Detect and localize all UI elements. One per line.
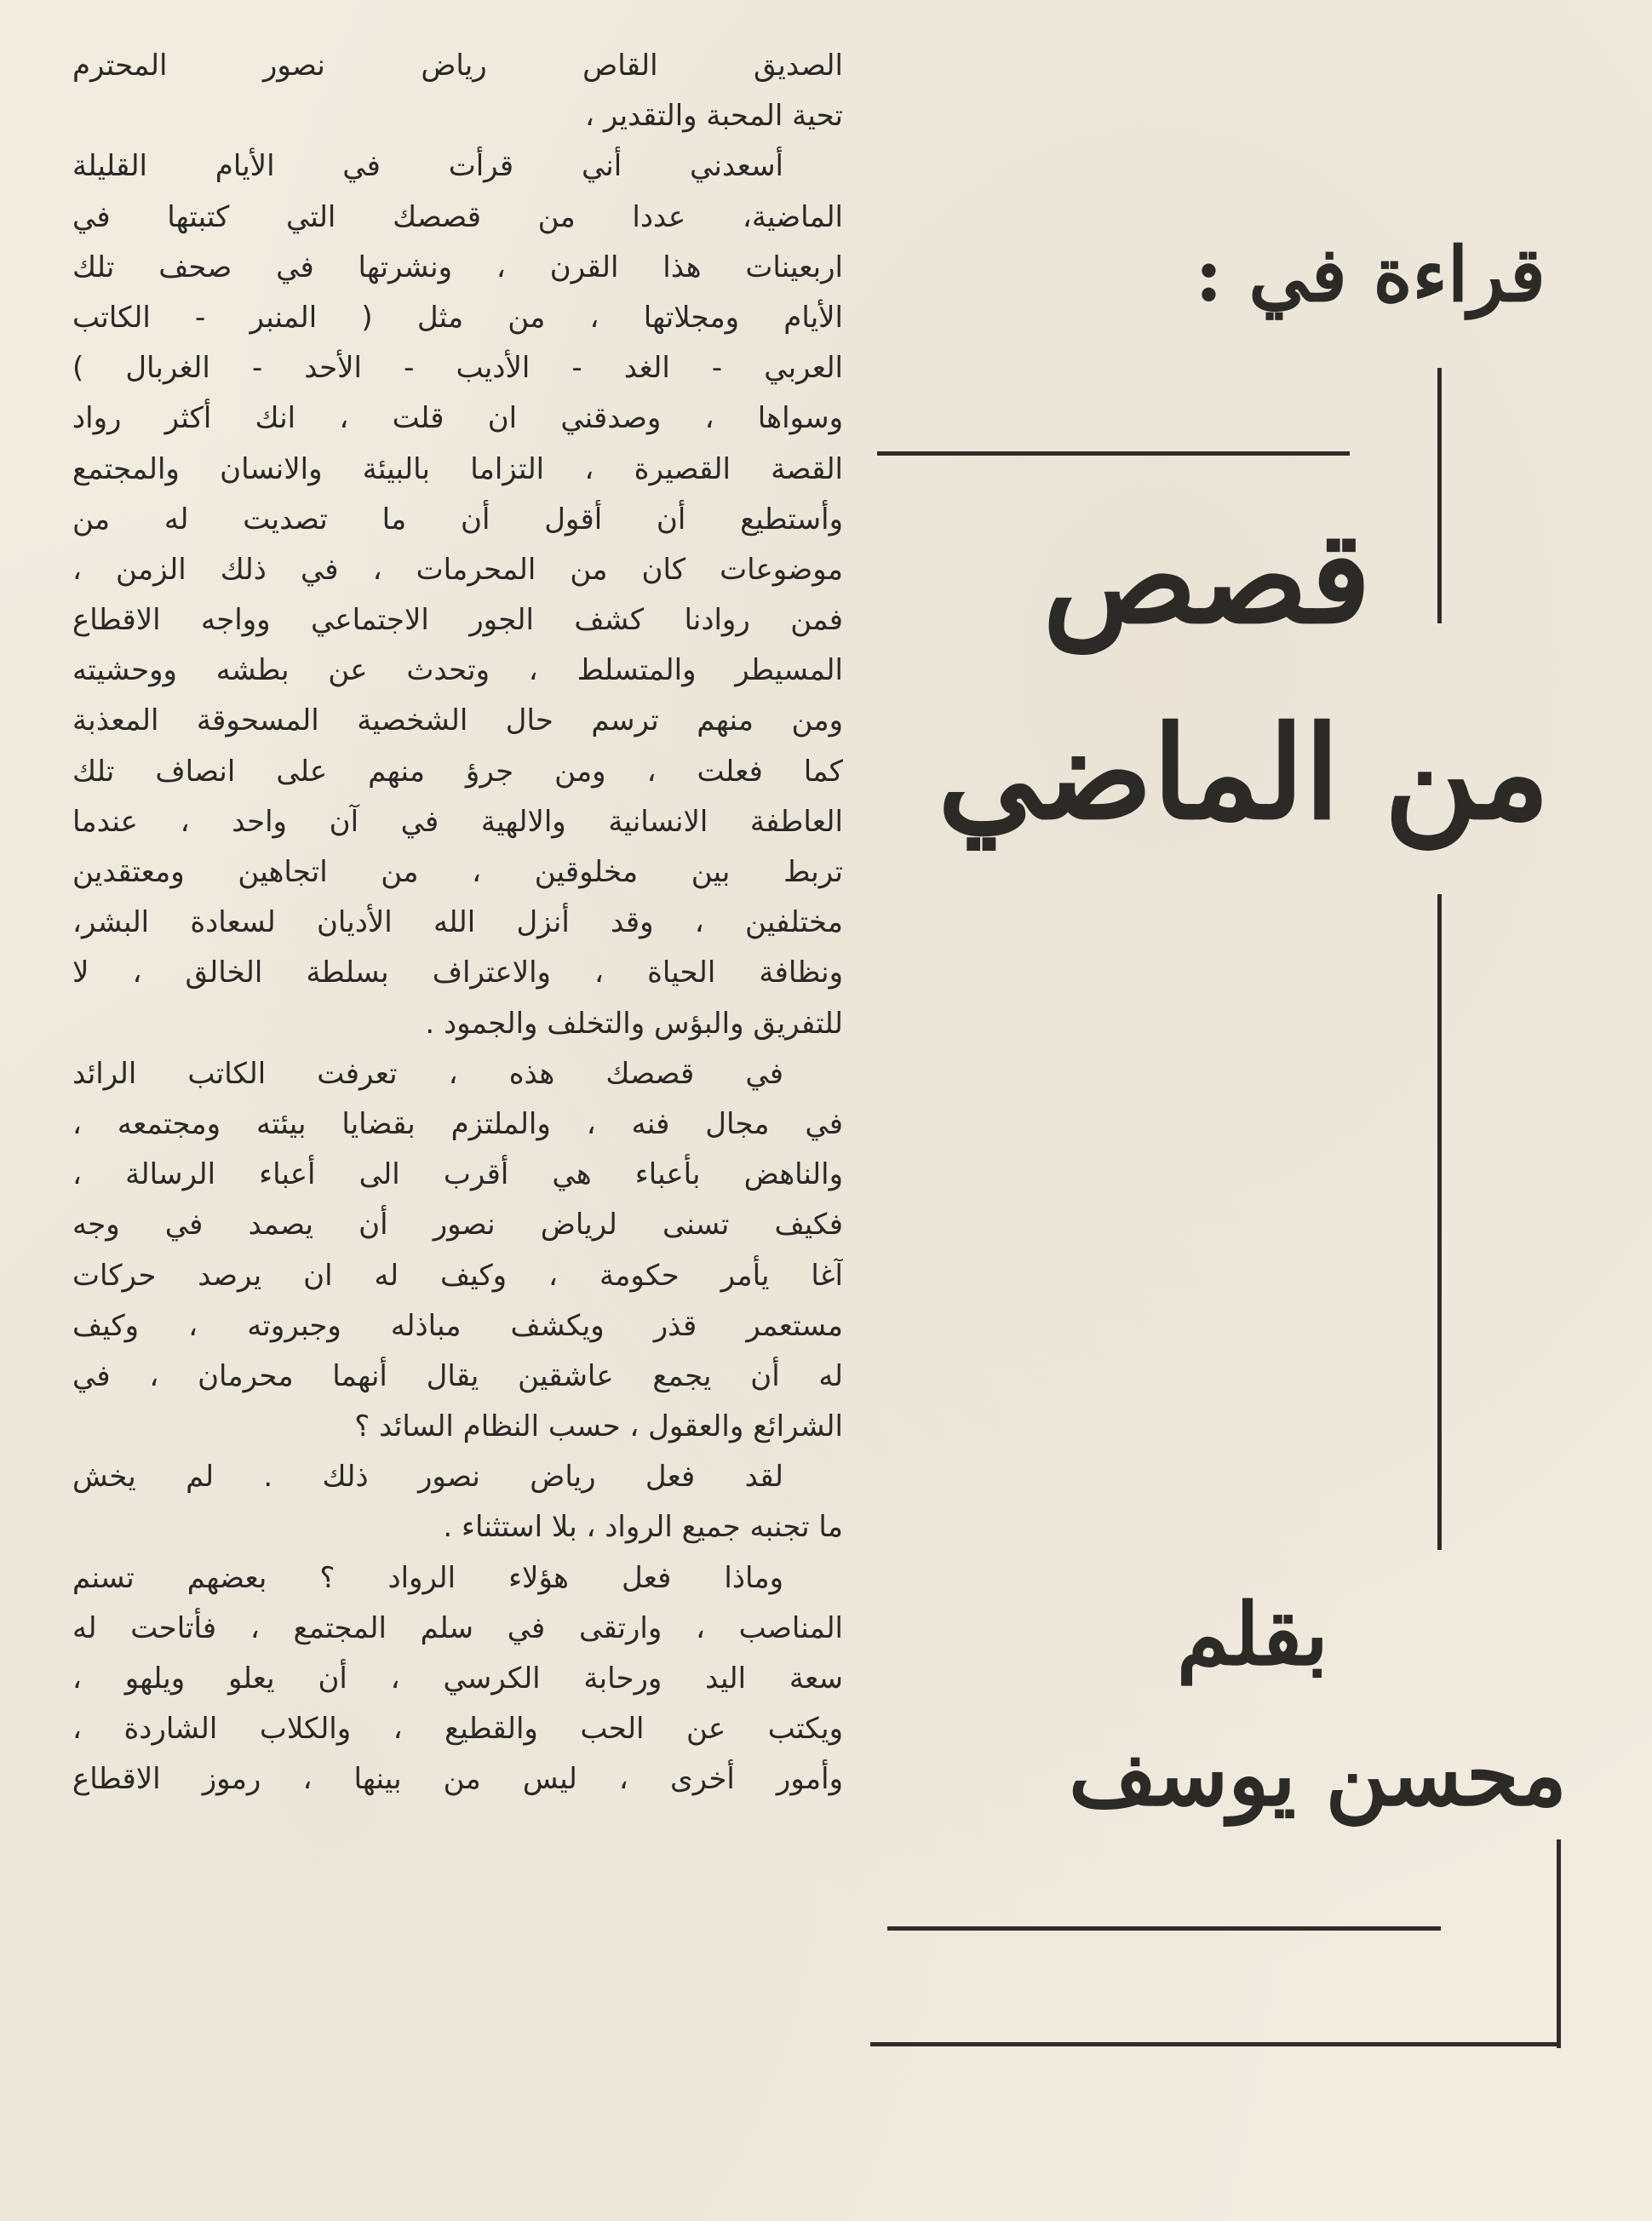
article-line: سعة اليد ورحابة الكرسي ، أن يعلو ويلهو ، [72,1661,843,1696]
article-line: الصديق القاص رياض نصور المحترم [72,49,843,83]
article-line: مستعمر قذر ويكشف مباذله وجبروته ، وكيف [72,1308,843,1343]
article-line: للتفريق والبؤس والتخلف والجمود . [425,1006,843,1041]
title-line-1: قصص [1042,502,1371,652]
article-line: أسعدني أني قرأت في الأيام القليلة [72,149,783,184]
article-line: له أن يجمع عاشقين يقال أنهما محرمان ، في [72,1358,843,1393]
article-line: الماضية، عددا من قصصك التي كتبتها في [72,199,843,234]
article-line: المناصب ، وارتقى في سلم المجتمع ، فأتاحت له [72,1610,843,1645]
article-line: الشرائع والعقول ، حسب النظام السائد ؟ [354,1409,843,1444]
byline-name: محسن يوسف [1068,1725,1567,1825]
article-line: وسواها ، وصدقني ان قلت ، انك أكثر رواد [72,401,843,436]
article-line: كما فعلت ، ومن جرؤ منهم على انصاف تلك [72,754,843,789]
article-line: في مجال فنه ، والملتزم بقضايا بيئته ومجتمعه ، [72,1106,843,1141]
article-line: ويكتب عن الحب والقطيع ، والكلاب الشاردة ، [72,1712,843,1747]
article-line: الأيام ومجلاتها ، من مثل ( المنبر - الكاتب [72,300,843,335]
article-line: مختلفين ، وقد أنزل الله الأديان لسعادة البشر، [72,905,843,940]
article-line: فكيف تسنى لرياض نصور أن يصمد في وجه [72,1208,843,1242]
article-line: تحية المحبة والتقدير ، [585,99,843,134]
article-line: آغا يأمر حكومة ، وكيف له ان يرصد حركات [72,1258,843,1293]
article-line: وأمور أخرى ، ليس من بينها ، رموز الاقطاع [72,1762,843,1797]
article-heading-panel [835,0,1652,2221]
article-line: في قصصك هذه ، تعرفت الكاتب الرائد [72,1056,783,1091]
article-line: ونظافة الحياة ، والاعتراف بسلطة الخالق ، لا [72,956,843,990]
article-line: اربعينات هذا القرن ، ونشرتها في صحف تلك [72,250,843,284]
horizontal-rule [887,1926,1441,1931]
article-line: ما تجنبه جميع الرواد ، بلا استثناء . [443,1510,843,1545]
horizontal-rule [877,451,1350,456]
article-line: وماذا فعل هؤلاء الرواد ؟ بعضهم تسنم [72,1560,783,1595]
kicker: قراءة في : [1195,230,1546,319]
byline-label: بقلم [1176,1584,1328,1684]
title-line-2: من الماضي [938,698,1550,848]
vertical-rule [1437,368,1442,623]
article-line: العربي - الغد - الأديب - الأحد - الغربال ) [72,351,843,386]
vertical-rule [1557,1839,1561,2048]
article-body [72,41,843,1805]
article-line: والناهض بأعباء هي أقرب الى أعباء الرسالة ، [72,1157,843,1192]
article-line: القصة القصيرة ، التزاما بالبيئة والانسان والمجتمع [72,451,843,486]
article-line: العاطفة الانسانية والالهية في آن واحد ، عندما [72,804,843,839]
horizontal-rule [870,2042,1560,2046]
article-line: موضوعات كان من المحرمات ، في ذلك الزمن ، [72,552,843,587]
article-line: المسيطر والمتسلط ، وتحدث عن بطشه ووحشيته [72,653,843,688]
article-line: فمن روادنا كشف الجور الاجتماعي وواجه الاقطاع [72,603,843,638]
article-line: وأستطيع أن أقول أن ما تصديت له من [72,502,843,537]
vertical-rule [1437,894,1442,1550]
article-line: تربط بين مخلوقين ، من اتجاهين ومعتقدين [72,855,843,889]
article-line: ومن منهم ترسم حال الشخصية المسحوقة المعذبة [72,703,843,738]
article-line: لقد فعل رياض نصور ذلك . لم يخش [72,1460,783,1495]
